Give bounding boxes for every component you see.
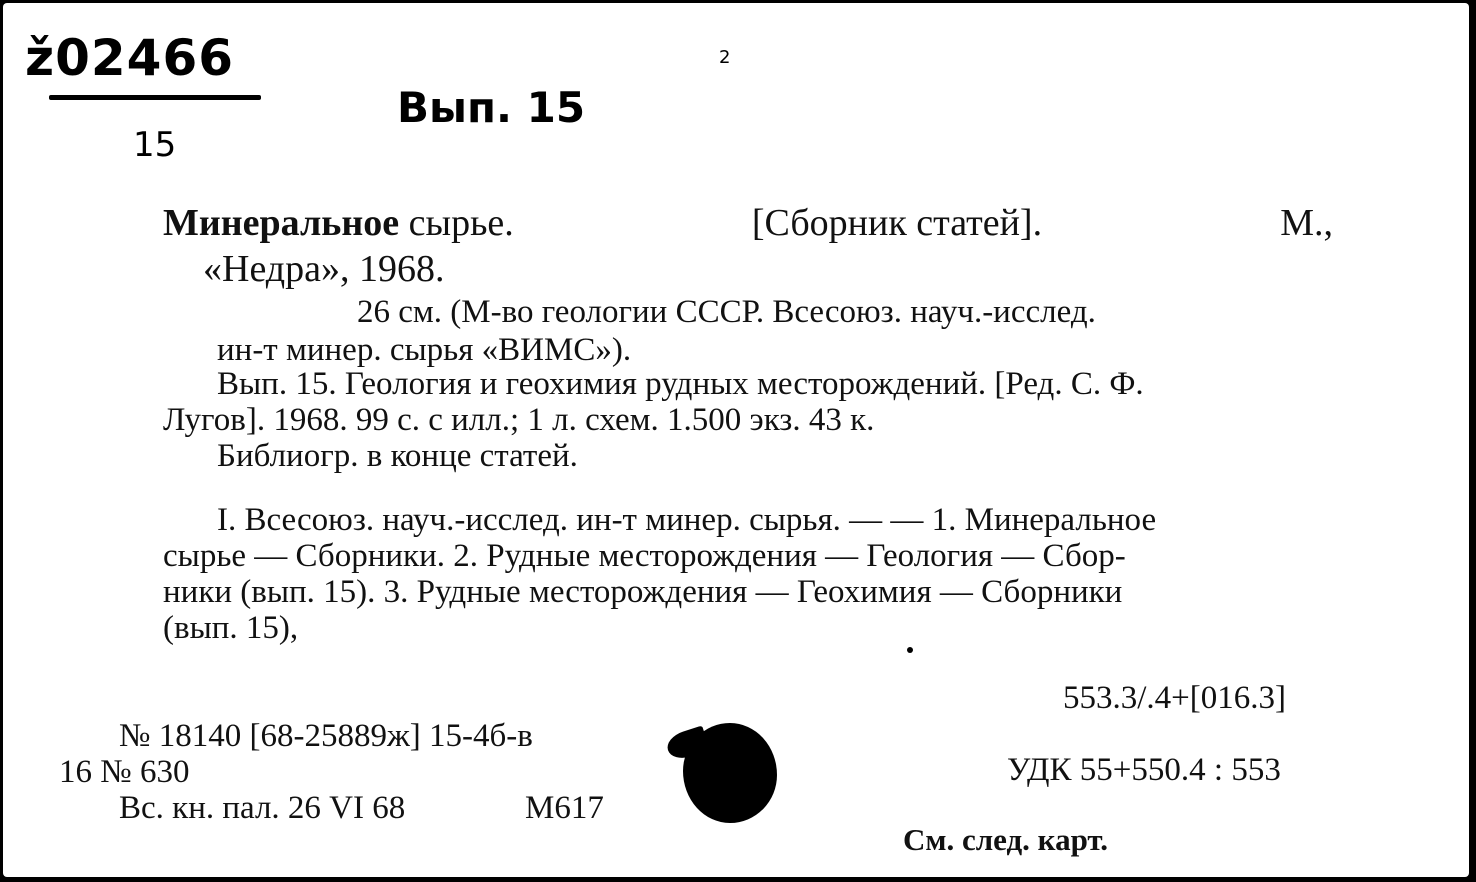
printing-line-3a: Вс. кн. пал. 26 VI 68	[119, 790, 406, 826]
handwritten-underline	[49, 95, 261, 100]
series-line-2: ин-т минер. сырья «ВИМС»).	[217, 332, 632, 368]
handwritten-accession-number: ž02466	[25, 29, 235, 87]
tracing-line-1: I. Всесоюз. науч.-исслед. ин-т минер. сырья. — — 1. Минеральное	[217, 502, 1157, 538]
printing-line-3b: М617	[525, 790, 604, 826]
issue-line-1: Вып. 15. Геология и геохимия рудных месторождений. [Ред. С. Ф.	[217, 366, 1144, 402]
handwritten-corner-mark: 2	[719, 47, 731, 68]
issue-line-2: Лугов]. 1968. 99 с. с илл.; 1 л. схем. 1.500 экз. 43 к.	[163, 402, 875, 438]
udc-index: УДК 55+550.4 : 553	[1007, 752, 1281, 788]
title-bold: Минеральное	[163, 202, 400, 244]
tracing-line-3: ники (вып. 15). 3. Рудные месторождения — Геохимия — Сборники	[163, 574, 1123, 610]
publication-place: М.,	[1280, 202, 1333, 244]
title-line	[163, 203, 1333, 243]
handwritten-accession-sub: 15	[133, 125, 177, 165]
punch-hole	[683, 723, 777, 823]
series-line-1: 26 см. (М-во геологии СССР. Всесоюз. науч.-исслед.	[357, 294, 1096, 330]
ink-dot	[907, 647, 913, 653]
bibliography-note: Библиогр. в конце статей.	[217, 438, 578, 474]
tracing-line-4: (вып. 15),	[163, 610, 299, 646]
bbk-index: 553.3/.4+[016.3]	[1063, 680, 1287, 716]
handwritten-issue-note: Вып. 15	[397, 83, 586, 132]
title-bracket: [Сборник статей].	[751, 202, 1043, 244]
printing-line-1: № 18140 [68-25889ж] 15-4б-в	[119, 718, 533, 754]
tracing-line-2: сырье — Сборники. 2. Рудные месторождения — Геология — Сбор-	[163, 538, 1126, 574]
continued-note: См. след. карт.	[903, 822, 1109, 857]
publisher-line: «Недра», 1968.	[203, 248, 445, 290]
title-rest: сырье.	[408, 202, 514, 244]
printing-line-2: 16 № 630	[59, 754, 190, 790]
catalog-card	[3, 3, 1469, 877]
